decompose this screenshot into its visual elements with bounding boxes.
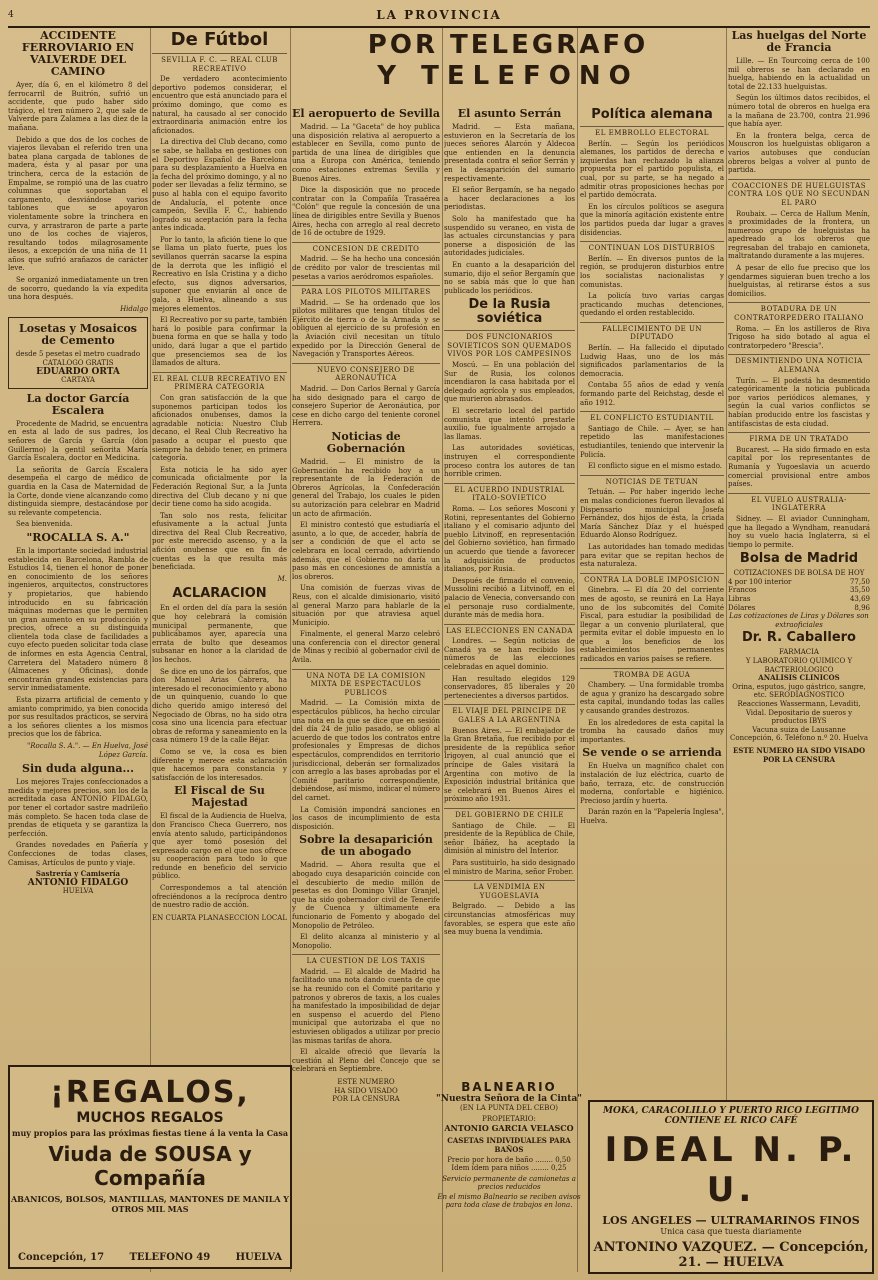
ad-fidalgo-city: HUELVA bbox=[62, 887, 94, 896]
subhead: NUEVO CONSEJERO DE AERONAUTICA bbox=[292, 363, 440, 383]
paragraph: El Recreativo por su parte, también hará lo posible para confirmar la buena forma en que se halla y todo unido, dará lugar a que el partido que presenciemos sea de los llamados de altura. bbox=[152, 316, 287, 368]
stock-name: 4 por 100 interior bbox=[728, 577, 792, 586]
headline-serran: El asunto Serrán bbox=[457, 107, 562, 120]
paragraph: La señorita de García Escalera desempeña el cargo de médico de guardia en la Casa de Maternidad de la Corte, donde viene alcanzando como distinguida siempre, destacándose por su relevante competencia. bbox=[8, 465, 148, 517]
paragraph: Grandes novedades en Pañería y Confecciones de todas clases, Camisas, Artículos de punto y viaje. bbox=[8, 841, 148, 867]
paragraph: Se dice en uno de los párrafos, que don Manuel Arias Cabrera, ha interesado el reconocimiento y abono de un quinquenio, cuando lo que dicho querido amigo interesó del Negociado de Obras, no ha sido otra cosa sino una licencia para efectuar obras de reforma y saneamiento en la casa número 19 de la calle Béjar. bbox=[152, 667, 287, 745]
paragraph: Turín. — El podestá ha desmentido categóricamente la noticia publicada por varios periódicos alemanes, y según la cual varios conflictos se habían producido entre los fascistas y antifascistas de esta ciudad. bbox=[728, 376, 870, 428]
ad-losetas-city: CARTAYA bbox=[61, 376, 95, 385]
headline-bolsa: Bolsa de Madrid bbox=[739, 551, 859, 567]
subhead: EL VIAJE DEL PRINCIPE DE GALES A LA ARGENTINA bbox=[444, 704, 575, 724]
paragraph: Con gran satisfacción de la que suponemos participan todos los aficionados onubenses, damos la agradable noticia: Nuestro Club decano, el Real Club Recreativo ha pasado a ocupar el puesto que siempre ha debido tener, en primera categoría. bbox=[152, 393, 287, 463]
pharmacy-address: Concepción, 6. Teléfono n.º 20. Huelva bbox=[730, 734, 868, 743]
stock-value: 35,50 bbox=[849, 586, 870, 595]
paragraph: El alcalde ofreció que llevaría la cuestión al Pleno del Concejo que se celebrará en Septiembre. bbox=[292, 1048, 440, 1074]
column-3 bbox=[292, 106, 440, 1272]
paragraph: Ayer, día 6, en el kilómetro 8 del ferrocarril de Buitrón, sufrió un accidente, que pudo haber sido trágico, el tren número 2, que sale de Valverde para Zalamea a las diez de la mañana. bbox=[8, 81, 148, 132]
paragraph: En la importante sociedad industrial establecida en Barcelona, Rambla de Estudios 14, tienen el honor de poner en conocimiento de los señores ingenieros, arquitectos, constructores y propietarios, que habiendo introducido en su fabricación máquinas modernas que le permiten un gran aumento en su producción y precios, ofrece a su distinguida clientela toda clase de facilidades a cuyo efecto pueden solicitar toda clase de informes en esta Agencia Central, Carretera del Matadero número 8 (Almacenes y Oficinas), donde encontrarán grandes existencias para servir inmediatamente. bbox=[8, 546, 148, 693]
paragraph: De verdadero acontecimiento deportivo podemos considerar, el encuentro que está anunciado para el próximo domingo, que como es natural, ha causado al ser conocido extraordinaria animación entre los aficionados. bbox=[152, 75, 287, 135]
headline-gobernacion: Noticias de Gobernación bbox=[326, 430, 406, 455]
paragraph: Santiago de Chile. — Ayer, se han repetido las manifestaciones estudiantiles, teniendo que intervenir la Policía. bbox=[580, 424, 724, 459]
paragraph: En el orden del día para la sesión que hoy celebrará la comisión municipal permanente, que publicábamos ayer, aparecía una errata de bulto que deseamos subsanar en honor a la claridad de los hechos. bbox=[152, 604, 287, 664]
paragraph: El conflicto sigue en el mismo estado. bbox=[588, 462, 723, 471]
regalos-desc: muy propios para las próximas fiestas tiene á la venta la Casa bbox=[11, 1128, 288, 1138]
headline-rocalla: "ROCALLA S. A." bbox=[26, 530, 130, 544]
balneario-name: "Nuestra Señora de la Cinta" bbox=[436, 1094, 582, 1104]
paragraph: Tan solo nos resta, felicitar efusivamente a la actual Junta directiva del Real Club Recreativo, por este merecido ascenso, y a la afición onubense que en fin de cuentas es la que resulta más beneficiada. bbox=[152, 511, 287, 572]
subhead: FALLECIMIENTO DE UN DIPUTADO bbox=[580, 322, 724, 342]
paragraph: Sidney. — El aviador Cunningham, que ha llegado a Wyndham, reanudará hoy su vuelo hacia Inglaterra, si el tiempo lo permite. bbox=[728, 514, 870, 549]
paragraph: Para sustituirlo, ha sido designado el ministro de Marina, señor Frober. bbox=[444, 858, 575, 876]
paragraph: Esta pizarra artificial de cemento y amianto comprimido, ya bien conocida por sus resultados prácticos, se servirá a los señores clientes a los mismos precios que los de fábrica. bbox=[8, 696, 148, 739]
headline-futbol: De Fútbol bbox=[170, 29, 269, 50]
ad-fidalgo-line: Sastrería y Camisería bbox=[35, 869, 121, 879]
table-row bbox=[728, 578, 870, 587]
headline-accidente: ACCIDENTE FERROVIARIO EN VALVERDE DEL CAMINO bbox=[21, 29, 135, 78]
ad-balneario bbox=[434, 1080, 584, 1270]
byline: Hidalgo bbox=[120, 304, 148, 313]
stock-name: Francos bbox=[728, 586, 757, 595]
paragraph: En la frontera belga, cerca de Mouscron los huelguistas obligaron a varios autobuses que conducían obreros belgas a volver al punto de partida. bbox=[728, 131, 870, 175]
ad-losetas-price: desde 5 pesetas el metro cuadrado bbox=[15, 350, 141, 359]
stock-value: 77,50 bbox=[849, 577, 870, 586]
subhead: LAS ELECCIONES EN CANADA bbox=[444, 624, 575, 636]
ad-ideal bbox=[588, 1100, 874, 1274]
regalos-address: Concepción, 17 bbox=[18, 1252, 105, 1263]
paragraph: Han resultado elegidos 129 conservadores, 85 liberales y 20 pertenecientes a diversos partidos. bbox=[444, 674, 575, 700]
paragraph: Por lo tanto, la afición tiene lo que se llama un plato fuerte, pues los sevillanos querrán sacarse la espina de la derrota que les infligió el Recreativo en Isla Cristina y a dicho efecto, sus dignos adversarios, suponer que enviarán al once de gala, a Huelva, alineando a sus mejores elementos. bbox=[152, 235, 287, 313]
paragraph: Debido a que dos de los coches de viajeros llevaban el referido tren una batea plana cargada de tablones de madera, ésta y al pasar por una trinchera, cerca de la estación de Empalme, se rompió una de las cuatro columnas que soportaban el cargamento, desviándose varios tablones que se apoyaron violentamente sobre la trinchera en curva, y arrastraron de parte a parte uno de los coches de viajeros, resultando todos milagrosamente ilesos, a excepción de una niña de 11 años que sufrió arañazos de carácter leve. bbox=[8, 135, 148, 273]
table-row bbox=[728, 586, 870, 595]
paragraph: Chambery. — Una formidable tromba de agua y granizo ha descargado sobre esta capital, inundando todas las calles y causando grandes destrozos. bbox=[580, 681, 724, 716]
stock-value: 43,69 bbox=[849, 595, 870, 604]
paragraph: El secretario local del partido comunista que intentó prestarle auxilio, fue igualmente arrojado a las llamas. bbox=[444, 407, 575, 441]
subhead: NOTICIAS DE TETUAN bbox=[580, 475, 724, 487]
subhead: LA VENDIMIA EN YUGOESLAVIA bbox=[444, 880, 575, 900]
subhead: COACCIONES DE HUELGUISTAS CONTRA LOS QUE NO SECUNDAN EL PARO bbox=[728, 179, 870, 208]
paragraph: Correspondemos a tal atención ofreciéndonos a la recíproca dentro de nuestro radio de acción. bbox=[152, 884, 287, 910]
balneario-price-1: Precio por hora de baño ........ 0,50 bbox=[447, 1156, 571, 1164]
headline-doctor: La doctor García Escalera bbox=[26, 391, 130, 417]
ideal-sub: Unica casa que tuesta diariamente bbox=[660, 1227, 802, 1236]
paragraph: Esta noticia le ha sido ayer comunicada oficialmente por la Federación Regional Sur, a la Junta directiva del Club decano y ni que decir tiene como ha sido acogida. bbox=[152, 465, 287, 509]
ad-fidalgo-name: ANTONIO FIDALGO bbox=[27, 877, 129, 888]
paragraph: Moscú. — En una población del Sur de Rusia, los colonos incendiaron la casa habitada por el delegado agrícola y sus empleados, que murieron abrasados. bbox=[444, 361, 575, 404]
censor-note-1: ESTE NUMERO bbox=[337, 1078, 395, 1086]
balneario-service: Servicio permanente de camionetas a precios reducidos bbox=[442, 1175, 576, 1191]
paragraph: Una comisión de fuerzas vivas de Reus, con el alcalde dimisionario, visitó al general Marzo para hablarle de la situación por que atraviesa aquel Municipio. bbox=[292, 584, 440, 627]
paragraph: Madrid. — La "Gaceta" de hoy publica una disposición relativa al aeropuerto a establecer en Sevilla, como punto de partida de una línea de dirigibles que una a Europa con América, teniendo como estaciones extremas Sevilla y Buenos Aires. bbox=[292, 123, 440, 183]
paragraph: Finalmente, el general Marzo celebró una conferencia con el director general de Minas y recibió al gobernador civil de Avila. bbox=[292, 630, 440, 665]
paragraph: Tetuán. — Por haber ingerido leche en malas condiciones fueron llevados al Dispensario municipal Josefa Fernández, dos hijos de ésta, la criada María Sánchez Díaz y el huésped Eduardo Alonso Rodríguez. bbox=[580, 488, 724, 540]
paragraph: Lille. — En Tourcoing cerca de 100 mil obreros se han declarado en huelga, habiendo en la actualidad un total de 22.133 huelguistas. bbox=[728, 57, 870, 91]
paragraph: El fiscal de la Audiencia de Huelva, don Francisco Checa Guerrero, nos envía atento saludo, participándonos que ayer tomó posesión del expresado cargo en el que nos ofrece su cooperación para todo lo que redunde en beneficio del servicio público. bbox=[152, 812, 287, 881]
subhead: SEVILLA F. C. — REAL CLUB RECREATIVO bbox=[152, 53, 287, 73]
headline-caballero: Dr. R. Caballero bbox=[742, 630, 856, 646]
stock-table bbox=[728, 578, 870, 612]
regalos-footer bbox=[18, 1252, 282, 1263]
byline: M. bbox=[277, 574, 287, 583]
regalos-phone: TELEFONO 49 bbox=[129, 1252, 211, 1263]
ideal-store: LOS ANGELES — ULTRAMARINOS FINOS bbox=[602, 1214, 860, 1227]
headline-sin-duda: Sin duda alguna... bbox=[22, 762, 134, 776]
headline-aeropuerto: El aeropuerto de Sevilla bbox=[292, 107, 440, 120]
banner-line-2: Y TELEFONO bbox=[377, 61, 639, 91]
subhead: BOTADURA DE UN CONTRATORPEDERO ITALIANO bbox=[728, 302, 870, 322]
subhead: DEL GOBIERNO DE CHILE bbox=[444, 808, 575, 820]
column-6 bbox=[728, 28, 870, 1096]
paragraph: Los mejores Trajes confeccionados a medida y mejores precios, son los de la acreditada casa ANTONIO FIDALGO, por tener el cortador sastre madrileño más completo. Se hacen toda clase de prendas de etiqueta y se garantiza la perfección. bbox=[8, 778, 148, 838]
subhead: EL EMBROLLO ELECTORAL bbox=[580, 126, 724, 138]
paragraph: Roubaix. — Cerca de Hallum Menín, a proximidades de la frontera, un numeroso grupo de huelguistas ha apedreado a los obreros que regresaban del trabajo en camioneta, maltratando duramente a las mujeres. bbox=[728, 209, 870, 261]
pharmacy-line-5: Reacciones Wassermann, Levaditi, Vidal. Depositario de sueros y productos IBYS bbox=[737, 700, 861, 726]
regalos-sub: MUCHOS REGALOS bbox=[76, 1110, 224, 1126]
headline-huelgas: Las huelgas del Norte de Francia bbox=[731, 29, 867, 54]
paragraph: Madrid. — Esta mañana, estuvieron en la Secretaría de los jueces señores Alarcón y Aldecoa que entienden en la denuncia presentada contra el señor Serrán y en la desaparición del sumario respectivamente. bbox=[444, 123, 575, 183]
paragraph: En los alrededores de esta capital la tromba ha causado daños muy importantes. bbox=[580, 718, 724, 744]
headline-rusia: De la Rusia soviética bbox=[468, 297, 551, 327]
subhead: PARA LOS PILOTOS MILITARES bbox=[292, 285, 440, 297]
paragraph: En los círculos políticos se asegura que la minoría agitación existente entre los partidos pueda dar lugar a graves disidencias. bbox=[580, 202, 724, 237]
paragraph: Buenos Aires. — El embajador de la Gran Bretaña, fue recibido por el presidente de la república señor Irigoyen, al cual anunció que el príncipe de Gales visitará la Argentina con motivo de la Exposición industrial británica que se celebrará en Buenos Aires el próximo año 1931. bbox=[444, 726, 575, 804]
headline-abogado: Sobre la desaparición de un abogado bbox=[299, 833, 433, 859]
censor-note-3: POR LA CENSURA bbox=[332, 1095, 400, 1104]
paragraph: Dice la disposición que no procede contratar con la Compañía Trasaérea "Colón" que regule la concesión de una línea de dirigibles entre Sevilla y Buenos Aires, hecha con arreglo al real decreto de 16 de octubre de 1929. bbox=[292, 186, 440, 238]
paragraph: Las autoridades soviéticas, instruyen el correspondiente proceso contra los autores de tan horrible crimen. bbox=[444, 444, 575, 479]
headline-fiscal: El Fiscal de Su Majestad bbox=[174, 784, 265, 810]
paragraph: Berlín. — Según los periódicos alemanes, los partidos de derecha e izquierdas han rechazado la alianza propuesta por el partido populista, el cual, por su parte, se ha negado a admitir otras proposiciones hechas por el partido demócrata. bbox=[580, 139, 724, 200]
ad-losetas-name: EDUARDO ORTA bbox=[36, 366, 120, 377]
balneario-casetas: CASETAS INDIVIDUALES PARA BAÑOS bbox=[447, 1136, 571, 1154]
column-5 bbox=[580, 106, 724, 1100]
regalos-store: Viuda de SOUSA y Compañía bbox=[48, 1142, 252, 1190]
stock-title: COTIZACIONES DE BOLSA DE HOY bbox=[733, 569, 865, 578]
balneario-owner: ANTONIO GARCIA VELASCO bbox=[444, 1123, 574, 1133]
pharmacy-line-3: ANALISIS CLINICOS bbox=[758, 673, 840, 683]
ad-losetas bbox=[8, 317, 148, 388]
paragraph: Berlín. — En diversos puntos de la región, se produjeron disturbios entre los socialistas nacionalistas y comunistas. bbox=[580, 254, 724, 289]
paragraph: Ginebra. — El día 20 del corriente mes de agosto, se reunirá en La Haya uno de los subcomités del Comité Fiscal, para estudiar la posibilidad de llegar a un convenio plurilateral, que permita evitar el doble impuesto en lo que a los beneficios de los establecimientos permanentes radicados en varios países se refiere. bbox=[580, 586, 724, 664]
paragraph: Belgrado. — Debido a las circunstancias atmosféricas muy favorables, se espera que este año sea muy buena la vendimia. bbox=[444, 902, 575, 937]
regalos-city: HUELVA bbox=[235, 1252, 282, 1263]
section-footer bbox=[152, 914, 287, 923]
subhead: EL REAL CLUB RECREATIVO EN PRIMERA CATEGORIA bbox=[152, 372, 287, 392]
paragraph: El delito alcanza al ministerio y al Monopolio. bbox=[292, 933, 440, 950]
paragraph: Madrid. — Se ha hecho una concesión de crédito por valor de trescientas mil pesetas a varios aeródromos españoles. bbox=[292, 255, 440, 281]
ideal-owner: ANTONINO VAZQUEZ. — Concepción, 21. — HUELVA bbox=[593, 1240, 869, 1270]
paragraph: Como se ve, la cosa es bien diferente y merece esta aclaración que hacemos para constancia y satisfacción de los interesados. bbox=[152, 747, 287, 782]
paragraph: A pesar de ello fue preciso que los gendarmes siguieran buen trecho a los huelguistas, al retirarse éstos a sus domicilios. bbox=[728, 264, 870, 298]
ideal-top: MOKA, CARACOLILLO Y PUERTO RICO LEGITIMO CONTIENE EL RICO CAFÉ bbox=[603, 1106, 859, 1126]
footer-right: SECCION LOCAL bbox=[224, 913, 287, 922]
headline-aclaracion: ACLARACION bbox=[172, 586, 267, 602]
pharmacy-line-1: FARMACIA bbox=[779, 648, 819, 657]
subhead: DESMINTIENDO UNA NOTICIA ALEMANA bbox=[728, 354, 870, 374]
pharmacy-line-2: Y LABORATORIO QUIMICO Y BACTERIOLOGICO bbox=[745, 657, 853, 674]
paragraph: La policía tuvo varias cargas practicando muchas detenciones, quedando el orden restablecido. bbox=[580, 292, 724, 318]
column-4 bbox=[444, 106, 575, 1076]
subhead: UNA NOTA DE LA COMISION MIXTA DE ESPECTACULOS PUBLICOS bbox=[292, 669, 440, 698]
paragraph: Bucarest. — Ha sido firmado en esta capital por los representantes de Rumanía y Yugoeslavia un acuerdo comercial provisional entre ambos países. bbox=[728, 445, 870, 489]
paragraph: Madrid. — La Comisión mixta de espectáculos públicos, ha hecho circular una nota en la que se dice que en sesión del día 24 de julio pasado, se obligó al acuerdo de que todos los contratos entre profesionales y Empresas de dichos espectáculos, comprendidos en territorio jurisdiccional, deberán ser formalizados con arreglo a las bases aprobadas por el Comité paritario correspondiente, debiéndose, así mismo, indicar el número del carnet. bbox=[292, 699, 440, 802]
pharmacy-line-6: Vacuna suiza de Lausanne bbox=[752, 725, 846, 734]
page-number: 4 bbox=[8, 10, 14, 20]
subhead: LA CUESTION DE LOS TAXIS bbox=[292, 954, 440, 966]
stock-name: Dólares bbox=[728, 603, 756, 612]
paragraph: Contaba 55 años de edad y venía formando parte del Reichstag, desde el año 1912. bbox=[580, 381, 724, 407]
paragraph: Madrid. — Ahora resulta que el abogado cuya desaparición coincide con el descubierto de medio millón de pesetas es don Domingo Villar Granjel, que ha sido gobernador civil de Tenerife y de Cuenca y últimamente era funcionario de Fomento y abogado del Monopolio de Petróleo. bbox=[292, 861, 440, 930]
paragraph: Solo ha manifestado que ha suspendido su veraneo, en vista de las actuales circunstancias y para ponerse a disposición de las autoridades judiciales. bbox=[444, 214, 575, 258]
paragraph: La directiva del Club decano, como se sabe, se hallaba en gestiones con el Deportivo Español de Barcelona para su desplazamiento a Huelva en la fecha del próximo domingo, y al no poder ser llevadas a feliz término, se puso al habla con el equipo favorito de Andalucía, el potente once campeón, Sevilla F. C., habiendo logrado su aceptación para la fecha antes indicada. bbox=[152, 138, 287, 233]
subhead: EL VUELO AUSTRALIA-INGLATERRA bbox=[728, 493, 870, 513]
balneario-note: En el mismo Balneario se reciben avisos para toda clase de trabajos en lona. bbox=[437, 1193, 581, 1209]
subhead: EL CONFLICTO ESTUDIANTIL bbox=[580, 411, 724, 423]
paragraph: Roma. — Los señores Mosconi y Rotini, representantes del Gobierno italiano y el comisario adjunto del pueblo Litvinoff, en representación del Gobierno soviético, han firmado un acuerdo que tiende a favorecer la adquisición de productos italianos, por Rusia. bbox=[444, 504, 575, 574]
subhead: CONCESION DE CREDITO bbox=[292, 242, 440, 254]
regalos-headline: ¡REGALOS, bbox=[50, 1075, 250, 1110]
paragraph: Las autoridades han tomado medidas para evitar que se repitan hechos de esta naturaleza. bbox=[580, 542, 724, 569]
newspaper-title: LA PROVINCIA bbox=[376, 8, 502, 22]
regalos-items: ABANICOS, BOLSOS, MANTILLAS, MANTONES DE MANILA Y OTROS MIL MAS bbox=[10, 1194, 290, 1214]
table-row bbox=[728, 595, 870, 604]
banner-line-1: POR TELEGRAFO bbox=[367, 30, 649, 60]
paragraph: Londres. — Según noticias de Canadá ya se han recibido los números de las elecciones celebradas en aquel dominio. bbox=[444, 637, 575, 672]
footer-left: EN CUARTA PLANA bbox=[152, 913, 224, 922]
subhead: FIRMA DE UN TRATADO bbox=[728, 432, 870, 444]
paragraph: Roma. — En los astilleros de Riva Trigoso ha sido botado al agua el contratorpedero "Brescia". bbox=[728, 324, 870, 350]
headline-politica-alemana: Política alemana bbox=[591, 107, 713, 122]
paragraph: Según los últimos datos recibidos, el número total de obreros en huelga era a la mañana de 23.700, contra 21.996 que había ayer. bbox=[728, 94, 870, 129]
balneario-title: BALNEARIO bbox=[461, 1080, 557, 1094]
paragraph: Se organizó inmediatamente un tren de socorro, quedando la vía expedita una hora después. bbox=[8, 276, 148, 302]
stock-note: Las cotizaciones de Liras y Dólares son extraoficiales bbox=[729, 612, 869, 629]
subhead: TROMBA DE AGUA bbox=[580, 668, 724, 680]
paragraph: Sea bienvenida. bbox=[16, 520, 73, 529]
paragraph: Berlín. — Ha fallecido el diputado Ludwig Haas, uno de los más significados parlamentarios de la democracia. bbox=[580, 344, 724, 378]
paragraph: Darán razón en la "Papelería Inglesa", Huelva. bbox=[580, 808, 724, 825]
censor-note: ESTE NUMERO HA SIDO VISADO POR LA CENSURA bbox=[732, 745, 866, 764]
paragraph: En Huelva un magnífico chalet con instalación de luz eléctrica, cuarto de baño, terraza, etc. de construcción moderna, confortable e higiénico. Precioso jardín y huerta. bbox=[580, 762, 724, 805]
balneario-location: (EN LA PUNTA DEL CEBO) bbox=[459, 1104, 559, 1112]
table-row bbox=[728, 604, 870, 613]
paragraph: El señor Bergamín, se ha negado a hacer declaraciones a los periodistas. bbox=[444, 186, 575, 212]
paragraph: Procedente de Madrid, se encuentra en esta al lado de sus padres, los señores de García y García (don Guillermo) la gentil señorita María García Escalera, doctor en Medicina. bbox=[8, 419, 148, 463]
balneario-price-2: Idem ídem para niños ........ 0,25 bbox=[451, 1164, 567, 1172]
paragraph: Madrid. — El alcalde de Madrid ha facilitado una nota dando cuenta de que se ha reunido con el Comité paritario y patronos y obreros de taxis, a los cuales ha manifestado la imposibilidad de dejar en suspenso el acuerdo del Pleno municipal que autorizaba el que no estuviesen obligados a utilizar por precio las mismas tarifas de ahora. bbox=[292, 967, 440, 1045]
subhead: CONTINUAN LOS DISTURBIOS bbox=[580, 241, 724, 253]
paragraph: Madrid. — Se ha ordenado que los pilotos militares que tengan títulos del Ejército de tierra o de la Armada y se obliguen al ejercicio de su profesión en la Aviación civil necesitan un título expedido por la Dirección General de Navegación y Transportes Aéreos. bbox=[292, 298, 440, 359]
paragraph: Después de firmado el convenio, Mussolini recibió a Litvinoff, en el palacio de Venecia, conversando con el personaje ruso cordialmente, durante más de media hora. bbox=[444, 576, 575, 620]
ad-losetas-catalog: CATALOGO GRATIS bbox=[42, 359, 114, 368]
censor-note-2: HA SIDO VISADO bbox=[334, 1086, 398, 1095]
paragraph: En cuanto a la desaparición del sumario, dijo el señor Bergamín que no se sabía más que lo que han publicado los periódicos. bbox=[444, 260, 575, 295]
telegrafo-banner bbox=[292, 30, 724, 102]
headline-se-vende: Se vende o se arrienda bbox=[582, 746, 722, 760]
subhead: CONTRA LA DOBLE IMPOSICION bbox=[580, 573, 724, 585]
ad-regalos bbox=[8, 1065, 292, 1269]
subhead: EL ACUERDO INDUSTRIAL ITALO-SOVIETICO bbox=[444, 483, 575, 503]
paragraph: El ministro contestó que estudiaría el asunto, a lo que, de acceder, habría de ser a condición de que el acto se celebrara en local cerrado, advirtiendo además, que el Gobierno no daría un paso más en concesiones de amnistía a los obreros. bbox=[292, 521, 440, 581]
ad-losetas-title: Losetas y Mosaicos de Cemento bbox=[19, 322, 137, 348]
column-rule bbox=[726, 28, 727, 1272]
paragraph: Madrid. — Don Carlos Bernal y García ha sido designado para el cargo de consejero Superior de Aeronáutica, por cese en dicho cargo del teniente coronel Herrera. bbox=[292, 385, 440, 428]
stock-name: Libras bbox=[728, 595, 751, 604]
page-header bbox=[8, 8, 870, 28]
stock-value: 8,96 bbox=[854, 603, 870, 612]
paragraph: Madrid. — El ministro de la Gobernación ha recibido hoy a un representante de la Federación de Obreros Agrícolas, la Confederación general del Trabajo, los cuales le piden su autorización para celebrar en Madrid un acto de afirmación. bbox=[292, 458, 440, 518]
paragraph: Santiago de Chile. — El presidente de la República de Chile, señor Ibáñez, ha aceptado la dimisión al ministro del Interior. bbox=[444, 821, 575, 856]
ideal-brand: IDEAL N. P. U. bbox=[604, 1130, 858, 1210]
subhead: DOS FUNCIONARIOS SOVIETICOS SON QUEMADOS VIVOS POR LOS CAMPESINOS bbox=[444, 330, 575, 359]
pharmacy-line-4: Orina, esputos, jugo gástrico, sangre, etc. SERODIAGNOSTICO bbox=[732, 682, 866, 700]
balneario-owner-label: PROPIETARIO: bbox=[482, 1115, 536, 1123]
paragraph: La Comisión impondrá sanciones en los casos de incumplimiento de esta disposición. bbox=[292, 805, 440, 831]
byline: "Rocalla S. A.". — En Huelva, José López García. bbox=[26, 742, 148, 759]
